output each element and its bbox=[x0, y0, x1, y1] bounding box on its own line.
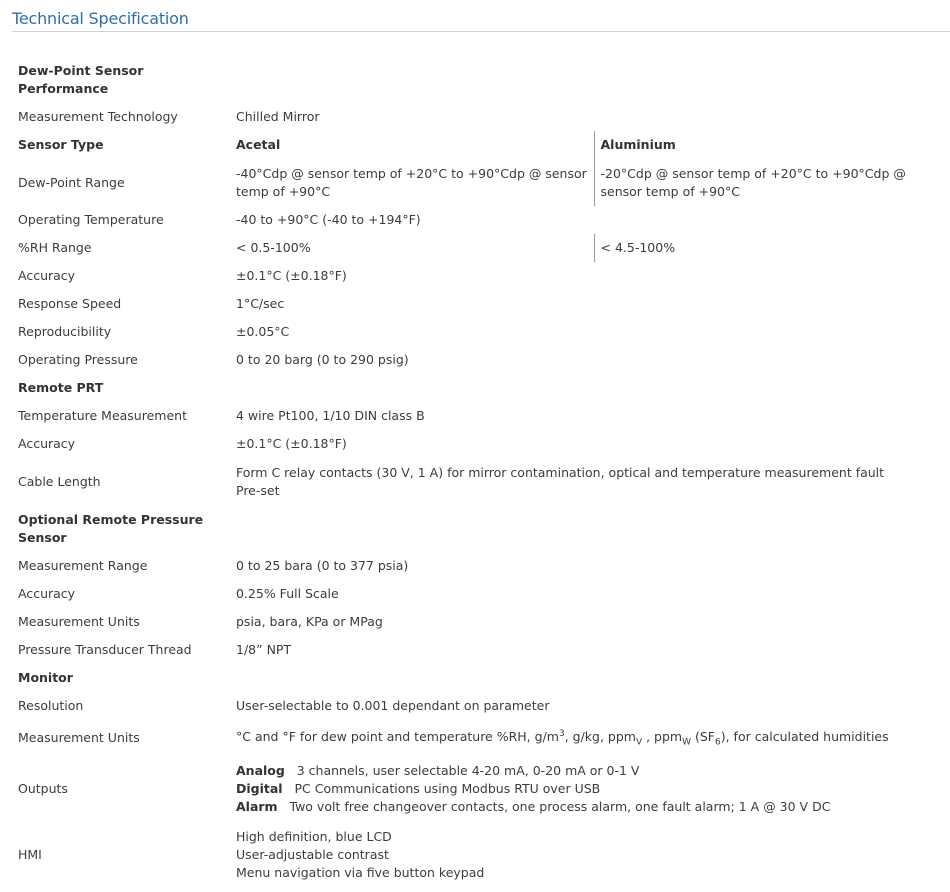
spec-value: Chilled Mirror bbox=[236, 109, 320, 124]
spec-row bbox=[12, 402, 950, 430]
spec-label: Accuracy bbox=[18, 586, 76, 601]
spec-label: Measurement Technology bbox=[18, 109, 178, 124]
spec-value-aluminium: < 4.5-100% bbox=[594, 234, 950, 262]
spec-label: %RH Range bbox=[18, 240, 92, 255]
spec-row bbox=[12, 131, 950, 159]
spec-value bbox=[230, 458, 950, 505]
spec-label: Operating Pressure bbox=[18, 352, 138, 367]
output-line bbox=[236, 780, 944, 798]
output-value: PC Communications using Modbus RTU over USB bbox=[294, 781, 601, 796]
units-text: (SF bbox=[691, 728, 715, 744]
spec-value: 0 to 20 barg (0 to 290 psig) bbox=[236, 352, 409, 367]
spec-row bbox=[12, 608, 950, 636]
spec-row bbox=[12, 103, 950, 131]
section-header: Remote PRT bbox=[18, 380, 104, 395]
spec-value: 4 wire Pt100, 1/10 DIN class B bbox=[236, 408, 425, 423]
spec-value: ±0.1°C (±0.18°F) bbox=[236, 436, 347, 451]
output-line bbox=[236, 762, 944, 780]
spec-row bbox=[12, 262, 950, 290]
spec-value: 1°C/sec bbox=[236, 296, 285, 311]
section-header: Optional Remote Pressure Sensor bbox=[18, 511, 204, 545]
section-header-row bbox=[12, 505, 950, 552]
spec-label: HMI bbox=[18, 847, 42, 862]
title-divider bbox=[12, 31, 950, 32]
output-line bbox=[236, 798, 944, 816]
spec-row bbox=[12, 346, 950, 374]
spec-label: Measurement Units bbox=[18, 730, 140, 745]
spec-label: Resolution bbox=[18, 698, 84, 713]
units-text: , ppm bbox=[642, 728, 683, 744]
spec-label: Cable Length bbox=[18, 473, 101, 489]
spec-label: Response Speed bbox=[18, 296, 122, 311]
spec-label: Accuracy bbox=[18, 436, 76, 451]
spec-row bbox=[12, 636, 950, 664]
spec-value-line: High definition, blue LCD bbox=[236, 829, 392, 844]
spec-row bbox=[12, 756, 950, 822]
spec-value-acetal: Acetal bbox=[236, 137, 281, 152]
spec-row bbox=[12, 692, 950, 720]
section-header: Dew-Point Sensor Performance bbox=[18, 62, 144, 96]
units-sub: 6 bbox=[715, 737, 721, 748]
spec-value-line: Pre-set bbox=[236, 482, 280, 498]
spec-value: ±0.1°C (±0.18°F) bbox=[236, 268, 347, 283]
spec-label: Measurement Range bbox=[18, 558, 148, 573]
spec-value: 0.25% Full Scale bbox=[236, 586, 339, 601]
spec-value-aluminium: Aluminium bbox=[594, 131, 950, 159]
output-value: 3 channels, user selectable 4-20 mA, 0-20 mA or 0-1 V bbox=[296, 763, 640, 778]
spec-value: psia, bara, KPa or MPag bbox=[236, 614, 383, 629]
page-title: Technical Specification bbox=[12, 9, 189, 28]
spec-row bbox=[12, 290, 950, 318]
units-text: ), for calculated humidities bbox=[720, 728, 889, 744]
spec-value: 0 to 25 bara (0 to 377 psia) bbox=[236, 558, 409, 573]
spec-row bbox=[12, 822, 950, 888]
section-header-row bbox=[12, 664, 950, 692]
spec-table bbox=[12, 56, 950, 888]
spec-value: User-selectable to 0.001 dependant on parameter bbox=[236, 698, 550, 713]
units-text: , g/kg, ppm bbox=[564, 728, 636, 744]
spec-value-acetal: < 0.5-100% bbox=[236, 240, 311, 255]
spec-label: Outputs bbox=[18, 781, 68, 796]
spec-row bbox=[12, 318, 950, 346]
spec-value-line: User-adjustable contrast bbox=[236, 847, 389, 862]
spec-label: Reproducibility bbox=[18, 324, 112, 339]
spec-label: Accuracy bbox=[18, 268, 76, 283]
spec-value-line: Form C relay contacts (30 V, 1 A) for mirror contamination, optical and temperature measurement fault bbox=[236, 464, 885, 480]
spec-value-acetal: -40°Cdp @ sensor temp of +20°C to +90°Cdp @ sensor temp of +90°C bbox=[236, 165, 587, 199]
section-header-row bbox=[12, 56, 950, 103]
spec-value bbox=[230, 756, 950, 822]
section-header-row bbox=[12, 374, 950, 402]
spec-row bbox=[12, 234, 950, 262]
units-sub: V bbox=[635, 737, 643, 748]
spec-row bbox=[12, 580, 950, 608]
spec-label: Temperature Measurement bbox=[18, 408, 187, 423]
units-sub: W bbox=[682, 737, 692, 748]
spec-label: Sensor Type bbox=[18, 137, 104, 152]
spec-value: 1/8” NPT bbox=[236, 642, 292, 657]
output-key: Analog bbox=[236, 763, 285, 778]
spec-value bbox=[230, 720, 950, 756]
spec-row bbox=[12, 430, 950, 458]
spec-value: -40 to +90°C (-40 to +194°F) bbox=[236, 212, 421, 227]
spec-row bbox=[12, 552, 950, 580]
spec-value-aluminium: -20°Cdp @ sensor temp of +20°C to +90°Cdp @ sensor temp of +90°C bbox=[594, 159, 950, 206]
spec-label: Operating Temperature bbox=[18, 212, 164, 227]
spec-label: Pressure Transducer Thread bbox=[18, 642, 192, 657]
units-sup: 3 bbox=[558, 728, 565, 739]
spec-row bbox=[12, 206, 950, 234]
spec-row bbox=[12, 720, 950, 756]
spec-label: Dew-Point Range bbox=[18, 174, 125, 190]
spec-label: Measurement Units bbox=[18, 614, 140, 629]
output-key: Alarm bbox=[236, 799, 278, 814]
output-value: Two volt free changeover contacts, one process alarm, one fault alarm; 1 A @ 30 V DC bbox=[289, 799, 831, 814]
spec-row bbox=[12, 458, 950, 505]
spec-value: ±0.05°C bbox=[236, 324, 290, 339]
spec-row bbox=[12, 159, 950, 206]
output-key: Digital bbox=[236, 781, 283, 796]
spec-value bbox=[230, 822, 950, 888]
section-header: Monitor bbox=[18, 670, 73, 685]
spec-value-line: Menu navigation via five button keypad bbox=[236, 865, 485, 880]
units-text: °C and °F for dew point and temperature %RH, g/m bbox=[236, 728, 559, 744]
